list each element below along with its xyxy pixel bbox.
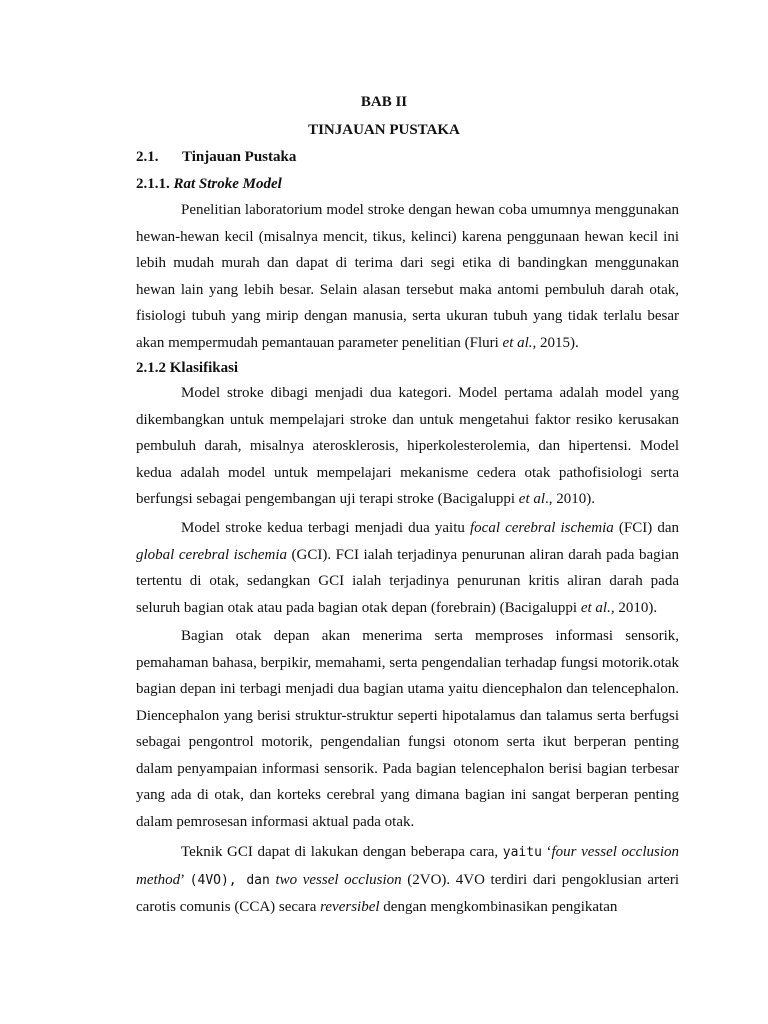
chapter-heading: BAB II	[360, 94, 408, 110]
term-focal-cerebral-ischemia: focal cerebral ischemia	[470, 520, 614, 536]
term-reversibel: reversibel	[320, 899, 380, 915]
chapter-title: TINJAUAN PUSTAKA	[308, 122, 460, 138]
subsection-title: Rat Stroke Model	[173, 176, 282, 192]
text-segment-mono: (4VO), dan	[189, 872, 270, 888]
paragraph-klasifikasi-2	[136, 515, 679, 621]
paragraph-text: Penelitian laboratorium model stroke dengan hewan coba umumnya menggunakan hewan-hewan kecil (misalnya mencit, tikus, kelinci) karena penggunaan hewan kecil ini lebih mudah murah dan dapat di terima dari segi etika di bandingkan menggunakan hewan lain yang lebih besar. Selain alasan tersebut maka antomi pembuluh darah otak, fisiologi tubuh yang mirip dengan manusia, serta ukuran tubuh yang tidak terlalu besar akan mempermudah pemantauan parameter penelitian (Fluri	[136, 202, 679, 351]
text-segment: (FCI) dan	[613, 520, 680, 536]
citation-italic: et al.,	[502, 334, 537, 351]
section-title: Tinjauan Pustaka	[182, 149, 297, 165]
text-segment: (GCI). FCI ialah terjadinya penurunan aliran darah pada bagian tertentu di otak, sedangkan GCI ialah terjadinya penurunan kritis aliran darah pada seluruh bagian otak atau pada bagian otak depan (forebrain) (Bacigaluppi	[136, 546, 679, 616]
citation-end: 2010).	[614, 599, 658, 616]
paragraph-teknik-gci	[136, 839, 679, 921]
citation-end: 2015).	[536, 334, 579, 351]
paragraph-otak-depan: Bagian otak depan akan menerima serta memproses informasi sensorik, pemahaman bahasa, berpikir, memahami, serta pengendalian terhadap fungsi motorik.otak bagian depan ini terbagi menjadi dua bagian utama yaitu diencephalon dan telencephalon. Diencephalon yang berisi struktur-struktur seperti hipotalamus dan talamus serta berfugsi sebagai pengontrol motorik, pengendalian fungsi otonom serta ikut berperan penting dalam penyampaian informasi sensorik. Pada bagian telencephalon berisi bagian terbesar yang ada di otak, dan korteks cerebral yang dimana bagian ini sangat berperan penting dalam pemrosesan informasi aktual pada otak.	[136, 628, 679, 830]
text-segment: Teknik GCI dapat di lakukan dengan beberapa cara,	[181, 844, 503, 860]
text-segment: ‘	[541, 844, 552, 860]
paragraph-text: Model stroke dibagi menjadi dua kategori. Model pertama adalah model yang dikembangkan untuk mempelajari stroke dan untuk mengetahui faktor resiko kerusakan pembuluh darah, misalnya aterosklerosis, hiperkolesterolemia, dan hipertensi. Model kedua adalah model untuk mempelajari mekanisme cedera otak pathofisiologi serta berfungsi sebagai pengembangan uji terapi stroke (Bacigaluppi	[136, 385, 679, 507]
term-two-vessel-occlusion: two vessel occlusion	[275, 871, 402, 888]
text-segment: Model stroke kedua terbagi menjadi dua yaitu	[181, 520, 470, 536]
term-global-cerebral-ischemia: global cerebral ischemia	[136, 546, 287, 563]
text-segment-mono: yaitu	[502, 845, 542, 860]
section-number: 2.1.	[136, 149, 159, 165]
text-segment: dengan mengkombinasikan pengikatan	[379, 899, 618, 915]
citation-italic: et al	[518, 491, 546, 507]
term-four-vessel-occlusion: four vessel occlusion method	[136, 844, 679, 888]
text-segment: (2VO). 4VO terdiri dari pengoklusian arteri carotis comunis (CCA) secara	[136, 871, 679, 915]
section-2-1-1-heading	[136, 174, 282, 194]
citation-italic: et al.,	[580, 599, 615, 616]
section-2-1-2-heading: 2.1.2 Klasifikasi	[136, 360, 239, 376]
section-2-1-heading	[136, 147, 296, 167]
paragraph-klasifikasi-1	[136, 380, 679, 513]
citation-end: ., 2010).	[545, 491, 596, 507]
paragraph-rat-stroke-model	[136, 197, 679, 356]
subsection-number: 2.1.1.	[136, 176, 170, 192]
text-segment: ’	[180, 871, 190, 888]
